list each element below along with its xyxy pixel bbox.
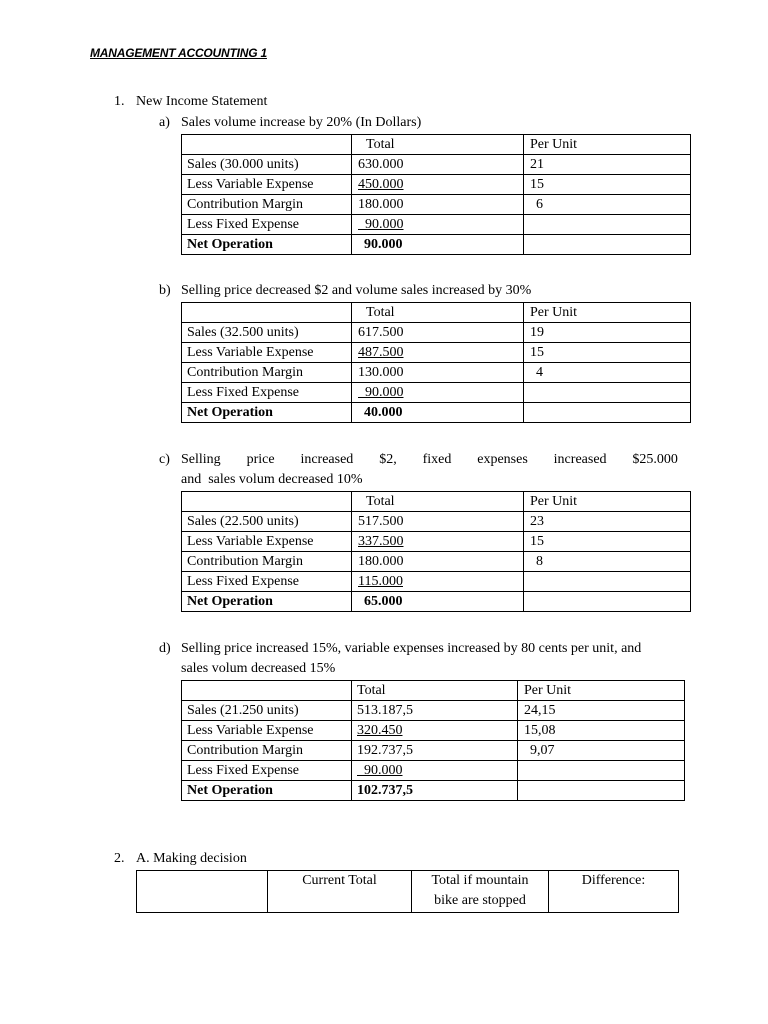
row-per-unit: 15 xyxy=(524,532,691,552)
col-total-header: Total xyxy=(352,492,524,512)
document-header: MANAGEMENT ACCOUNTING 1 xyxy=(90,46,267,60)
row-total xyxy=(358,217,404,232)
row-label: Net Operation xyxy=(182,592,352,612)
row-per-unit: 6 xyxy=(524,195,691,215)
table-header-row xyxy=(182,135,691,155)
table-cell xyxy=(182,681,352,701)
word: expenses xyxy=(477,452,528,467)
row-total-value: 90.000 xyxy=(364,763,403,778)
col-total-header: Total xyxy=(352,303,524,323)
row-label: Less Variable Expense xyxy=(182,343,352,363)
row-label: Sales (32.500 units) xyxy=(182,323,352,343)
row-total: 180.000 xyxy=(352,552,524,572)
row-total xyxy=(358,385,404,400)
col-total-header: Total xyxy=(352,681,518,701)
table-row xyxy=(182,721,685,741)
table-cell xyxy=(182,303,352,323)
row-per-unit: 9,07 xyxy=(518,741,685,761)
row-per-unit: 19 xyxy=(524,323,691,343)
row-total: 450.000 xyxy=(358,177,404,192)
word: Selling xyxy=(181,452,221,467)
table-row xyxy=(182,701,685,721)
row-total xyxy=(357,763,403,778)
row-total-cell xyxy=(352,572,524,592)
row-per-unit xyxy=(518,781,685,801)
part-c-label: c) xyxy=(159,452,170,467)
row-per-unit xyxy=(518,761,685,781)
row-per-unit: 15 xyxy=(524,343,691,363)
part-a-label: a) xyxy=(159,115,170,130)
row-total: 90.000 xyxy=(352,235,524,255)
table-row xyxy=(182,363,691,383)
row-total-cell xyxy=(352,215,524,235)
question-1-number: 1. xyxy=(114,94,125,109)
row-per-unit: 21 xyxy=(524,155,691,175)
table-row xyxy=(182,572,691,592)
income-table-c xyxy=(181,491,691,612)
decision-col-empty xyxy=(137,871,268,913)
income-table-a xyxy=(181,134,691,255)
row-total: 320.450 xyxy=(357,723,403,738)
row-total-cell xyxy=(352,175,524,195)
row-label: Sales (30.000 units) xyxy=(182,155,352,175)
table-row xyxy=(182,761,685,781)
row-label: Less Fixed Expense xyxy=(182,215,352,235)
row-label: Contribution Margin xyxy=(182,195,352,215)
part-a-text: Sales volume increase by 20% (In Dollars) xyxy=(181,115,422,130)
word: price xyxy=(246,452,275,467)
part-c-text-line2: and sales volum decreased 10% xyxy=(181,472,363,487)
question-1-title: New Income Statement xyxy=(136,94,268,109)
table-row xyxy=(182,195,691,215)
table-header-row xyxy=(182,492,691,512)
table-row xyxy=(182,175,691,195)
row-per-unit: 15 xyxy=(524,175,691,195)
table-row xyxy=(182,512,691,532)
word: increased xyxy=(300,452,354,467)
col-per-unit-header: Per Unit xyxy=(518,681,685,701)
income-table-b xyxy=(181,302,691,423)
row-per-unit xyxy=(524,383,691,403)
row-per-unit: 15,08 xyxy=(518,721,685,741)
col-per-unit-header: Per Unit xyxy=(524,303,691,323)
row-label: Contribution Margin xyxy=(182,363,352,383)
row-total: 40.000 xyxy=(352,403,524,423)
question-2-number: 2. xyxy=(114,851,125,866)
row-total: 65.000 xyxy=(352,592,524,612)
row-total: 102.737,5 xyxy=(352,781,518,801)
decision-table xyxy=(136,870,679,913)
row-label: Less Variable Expense xyxy=(182,532,352,552)
decision-col-total-if-stopped-text: Total if mountain bike are stopped xyxy=(431,873,529,908)
table-row xyxy=(182,343,691,363)
row-label: Sales (21.250 units) xyxy=(182,701,352,721)
row-per-unit xyxy=(524,235,691,255)
row-total: 513.187,5 xyxy=(352,701,518,721)
table-row xyxy=(182,383,691,403)
row-label: Net Operation xyxy=(182,235,352,255)
row-per-unit: 8 xyxy=(524,552,691,572)
decision-col-difference: Difference: xyxy=(549,871,679,913)
row-label: Less Variable Expense xyxy=(182,721,352,741)
row-total: 517.500 xyxy=(352,512,524,532)
row-total-cell xyxy=(352,532,524,552)
row-total: 630.000 xyxy=(352,155,524,175)
col-per-unit-header: Per Unit xyxy=(524,135,691,155)
row-per-unit xyxy=(524,215,691,235)
part-d-text-line1: Selling price increased 15%, variable expenses increased by 80 cents per unit, and xyxy=(181,641,642,656)
row-total: 130.000 xyxy=(352,363,524,383)
part-b-text: Selling price decreased $2 and volume sales increased by 30% xyxy=(181,283,532,298)
income-table-d xyxy=(181,680,685,801)
part-b-label: b) xyxy=(159,283,171,298)
word: fixed xyxy=(422,452,452,467)
word: $2, xyxy=(379,452,397,467)
row-total-value: 90.000 xyxy=(365,385,404,400)
row-label: Contribution Margin xyxy=(182,552,352,572)
row-label: Less Fixed Expense xyxy=(182,572,352,592)
table-row xyxy=(182,215,691,235)
row-per-unit xyxy=(524,592,691,612)
part-d-text-line2: sales volum decreased 15% xyxy=(181,661,336,676)
table-row xyxy=(182,403,691,423)
table-row xyxy=(182,741,685,761)
row-total: 337.500 xyxy=(358,534,404,549)
row-total: 617.500 xyxy=(352,323,524,343)
table-row xyxy=(182,592,691,612)
decision-col-current-total: Current Total xyxy=(268,871,412,913)
row-total-cell xyxy=(352,343,524,363)
row-total-value: 90.000 xyxy=(365,217,404,232)
part-c-text-line1 xyxy=(181,452,678,468)
row-per-unit: 23 xyxy=(524,512,691,532)
table-header-row xyxy=(182,681,685,701)
table-row xyxy=(182,552,691,572)
row-label: Less Variable Expense xyxy=(182,175,352,195)
row-label: Sales (22.500 units) xyxy=(182,512,352,532)
table-row xyxy=(182,235,691,255)
table-row xyxy=(182,532,691,552)
row-total-cell xyxy=(352,721,518,741)
word: increased xyxy=(553,452,607,467)
table-cell xyxy=(182,135,352,155)
row-total-cell xyxy=(352,383,524,403)
row-total: 487.500 xyxy=(358,345,404,360)
row-label: Less Fixed Expense xyxy=(182,761,352,781)
row-label: Less Fixed Expense xyxy=(182,383,352,403)
row-total: 115.000 xyxy=(358,574,403,589)
part-d-label: d) xyxy=(159,641,171,656)
row-total: 180.000 xyxy=(352,195,524,215)
question-2-title: A. Making decision xyxy=(136,851,247,866)
row-label: Net Operation xyxy=(182,781,352,801)
row-total: 192.737,5 xyxy=(352,741,518,761)
table-row xyxy=(182,781,685,801)
decision-col-total-if-stopped xyxy=(412,871,549,913)
table-row xyxy=(182,323,691,343)
row-label: Contribution Margin xyxy=(182,741,352,761)
row-per-unit xyxy=(524,403,691,423)
table-cell xyxy=(182,492,352,512)
row-per-unit xyxy=(524,572,691,592)
col-per-unit-header: Per Unit xyxy=(524,492,691,512)
row-total-cell xyxy=(352,761,518,781)
col-total-header: Total xyxy=(352,135,524,155)
row-per-unit: 4 xyxy=(524,363,691,383)
word: $25.000 xyxy=(632,452,678,467)
row-label: Net Operation xyxy=(182,403,352,423)
table-header-row xyxy=(182,303,691,323)
table-row xyxy=(182,155,691,175)
row-per-unit: 24,15 xyxy=(518,701,685,721)
table-header-row xyxy=(137,871,679,913)
